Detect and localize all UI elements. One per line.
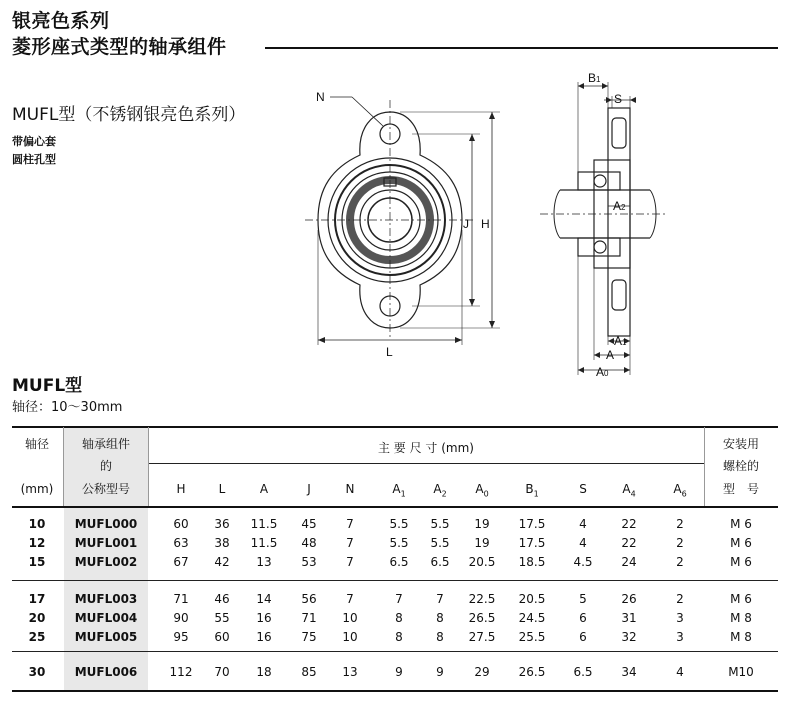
dimension-value: 9 xyxy=(436,665,444,679)
dimension-value: 25.5 xyxy=(518,630,546,644)
part-number: MUFL005 xyxy=(74,630,138,644)
label-A0: A xyxy=(596,365,605,379)
dimension-value: 112 xyxy=(169,665,193,679)
side-view xyxy=(540,82,665,375)
column-header-main: A xyxy=(433,482,442,496)
dimension-value: 22.5 xyxy=(468,592,496,606)
column-header-main: S xyxy=(579,482,587,496)
dimension-value: 70 xyxy=(214,665,230,679)
label-A0-sub: 0 xyxy=(604,369,609,378)
dimension-value: 71 xyxy=(301,611,317,625)
dimension-value: 16 xyxy=(256,611,272,625)
dimension-value: 6.5 xyxy=(389,555,409,569)
column-header xyxy=(286,481,332,497)
dimension-value: 4 xyxy=(676,665,684,679)
dimension-value: 42 xyxy=(214,555,230,569)
label-S: S xyxy=(614,92,623,106)
dimension-value: 11.5 xyxy=(250,536,278,550)
label-L: L xyxy=(386,345,393,359)
dimension-value: 7 xyxy=(395,592,403,606)
dimension-value: 17.5 xyxy=(518,517,546,531)
label-N: N xyxy=(316,90,325,104)
dimension-value: 7 xyxy=(346,517,354,531)
dimension-value: 24.5 xyxy=(518,611,546,625)
dimension-value: 5.5 xyxy=(430,517,450,531)
part-number: MUFL000 xyxy=(74,517,138,531)
dimension-value: 5 xyxy=(579,592,587,606)
dimension-value: 18.5 xyxy=(518,555,546,569)
dimension-value: 8 xyxy=(436,611,444,625)
column-header xyxy=(158,481,204,497)
group-rule-1 xyxy=(12,580,778,581)
model-title: MUFL型（不锈钢银亮色系列） xyxy=(12,105,246,125)
table-top-rule xyxy=(12,426,778,428)
bolt-size: M10 xyxy=(728,665,754,679)
table-bottom-rule xyxy=(12,690,778,692)
group-rule-2 xyxy=(12,651,778,652)
column-header-main: A xyxy=(622,482,631,496)
front-view xyxy=(305,97,500,345)
dimension-value: 19 xyxy=(474,517,490,531)
dimension-value: 20.5 xyxy=(518,592,546,606)
label-A2-sub: 2 xyxy=(621,203,626,212)
column-header-sub: 6 xyxy=(681,489,687,499)
dimension-value: 4 xyxy=(579,536,587,550)
bolt-size: M 8 xyxy=(730,630,752,644)
dimension-value: 29 xyxy=(474,665,490,679)
dimension-value: 85 xyxy=(301,665,317,679)
column-header xyxy=(417,481,463,502)
dimension-value: 9 xyxy=(395,665,403,679)
dimension-value: 95 xyxy=(173,630,189,644)
dimension-value: 24 xyxy=(621,555,637,569)
dimension-value: 55 xyxy=(214,611,230,625)
dimension-value: 32 xyxy=(621,630,637,644)
column-header xyxy=(376,481,422,502)
label-B1: B xyxy=(588,71,597,85)
dimension-value: 11.5 xyxy=(250,517,278,531)
shaft-diameter: 20 xyxy=(28,611,46,625)
column-header-main: A xyxy=(392,482,401,496)
dimension-value: 10 xyxy=(342,611,358,625)
dimension-value: 10 xyxy=(342,630,358,644)
heading-series: 银亮色系列 xyxy=(12,10,110,32)
column-header-sub: 2 xyxy=(441,489,447,499)
dimension-value: 34 xyxy=(621,665,637,679)
part-number: MUFL006 xyxy=(74,665,138,679)
column-header-sub: 0 xyxy=(483,489,489,499)
dimension-value: 20.5 xyxy=(468,555,496,569)
part-number: MUFL001 xyxy=(74,536,138,550)
shaft-diameter: 30 xyxy=(28,665,46,679)
dimension-value: 45 xyxy=(301,517,317,531)
dimension-value: 8 xyxy=(395,611,403,625)
dimension-value: 8 xyxy=(436,630,444,644)
dimension-value: 26.5 xyxy=(518,665,546,679)
shaft-diameter: 10 xyxy=(28,517,46,531)
column-header xyxy=(657,481,703,502)
ball-lower xyxy=(594,241,606,253)
dimension-value: 6 xyxy=(579,630,587,644)
dimension-value: 18 xyxy=(256,665,272,679)
header-diameter: 轴径 xyxy=(24,437,49,451)
column-header-main: A xyxy=(673,482,682,496)
column-header-sub: 4 xyxy=(630,489,636,499)
svg-text:A0 xyxy=(596,365,609,379)
dimension-value: 8 xyxy=(395,630,403,644)
dimension-value: 3 xyxy=(676,630,684,644)
dimension-value: 6 xyxy=(579,611,587,625)
header-bolt-3: 型 号 xyxy=(722,482,759,496)
dimension-value: 75 xyxy=(301,630,317,644)
feature-eccentric-collar: 带偏心套 xyxy=(12,135,56,148)
column-header-sub: 1 xyxy=(533,489,539,499)
dimension-value: 4 xyxy=(579,517,587,531)
shaft-diameter: 15 xyxy=(28,555,46,569)
label-B1-sub: 1 xyxy=(596,75,601,84)
bolt-size: M 6 xyxy=(730,517,752,531)
dimension-value: 71 xyxy=(173,592,189,606)
ball-upper xyxy=(594,175,606,187)
header-dimensions: 主 要 尺 寸 (mm) xyxy=(377,441,474,455)
dimension-value: 67 xyxy=(173,555,189,569)
flange-boss-bottom xyxy=(612,280,626,310)
column-header xyxy=(459,481,505,502)
header-partno-3: 公称型号 xyxy=(81,482,130,496)
dimension-value: 14 xyxy=(256,592,272,606)
dimension-value: 3 xyxy=(676,611,684,625)
dimension-value: 46 xyxy=(214,592,230,606)
dimension-value: 22 xyxy=(621,536,637,550)
dimension-value: 19 xyxy=(474,536,490,550)
bolt-size: M 6 xyxy=(730,536,752,550)
header-diameter-unit: (mm) xyxy=(20,482,54,496)
dimension-value: 7 xyxy=(346,536,354,550)
dimension-value: 60 xyxy=(214,630,230,644)
dimension-value: 4.5 xyxy=(573,555,593,569)
dimension-value: 53 xyxy=(301,555,317,569)
dimension-value: 5.5 xyxy=(389,536,409,550)
dimension-value: 31 xyxy=(621,611,637,625)
header-bottom-rule xyxy=(12,506,778,508)
part-number: MUFL003 xyxy=(74,592,138,606)
flange-boss-top xyxy=(612,118,626,148)
dimension-value: 2 xyxy=(676,592,684,606)
bolt-size: M 8 xyxy=(730,611,752,625)
label-J: J xyxy=(463,217,469,231)
dimension-value: 5.5 xyxy=(389,517,409,531)
label-H: H xyxy=(481,217,490,231)
dimension-value: 26.5 xyxy=(468,611,496,625)
dimension-value: 2 xyxy=(676,555,684,569)
dimension-value: 16 xyxy=(256,630,272,644)
dimension-value: 5.5 xyxy=(430,536,450,550)
dimension-value: 63 xyxy=(173,536,189,550)
bolt-size: M 6 xyxy=(730,592,752,606)
label-A1-sub: 1 xyxy=(622,338,627,347)
header-partno-2: 的 xyxy=(99,459,112,473)
column-header-main: A xyxy=(475,482,484,496)
section-title: MUFL型 xyxy=(12,376,83,396)
shaft-diameter: 12 xyxy=(28,536,46,550)
dimension-value: 13 xyxy=(342,665,358,679)
label-A1: A xyxy=(614,334,623,348)
part-number: MUFL004 xyxy=(74,611,138,625)
dimension-value: 36 xyxy=(214,517,230,531)
section-subtitle: 轴径：10～30mm xyxy=(12,400,123,415)
dimension-value: 26 xyxy=(621,592,637,606)
heading-type: 菱形座式类型的轴承组件 xyxy=(12,36,227,58)
header-bolt-2: 螺栓的 xyxy=(722,459,759,473)
dimension-value: 27.5 xyxy=(468,630,496,644)
dimension-value: 38 xyxy=(214,536,230,550)
column-header xyxy=(241,481,287,497)
svg-text:A2 xyxy=(613,199,626,213)
dimension-value: 2 xyxy=(676,536,684,550)
dimension-value: 17.5 xyxy=(518,536,546,550)
column-header xyxy=(560,481,606,497)
part-number: MUFL002 xyxy=(74,555,138,569)
dimension-value: 6.5 xyxy=(430,555,450,569)
label-A2: A xyxy=(613,199,622,213)
header-partno-1: 轴承组件 xyxy=(81,437,130,451)
dimension-value: 56 xyxy=(301,592,317,606)
dimension-value: 7 xyxy=(346,555,354,569)
column-header-main: H xyxy=(176,482,186,496)
flange-plate xyxy=(608,108,630,336)
dimension-value: 60 xyxy=(173,517,189,531)
dimension-value: 13 xyxy=(256,555,272,569)
dimension-value: 48 xyxy=(301,536,317,550)
column-header-main: A xyxy=(259,482,269,496)
column-header xyxy=(509,481,555,502)
svg-text:B1 xyxy=(588,71,601,85)
shaft-diameter: 25 xyxy=(28,630,46,644)
column-header xyxy=(327,481,373,497)
shaft-diameter: 17 xyxy=(28,592,46,606)
dimension-value: 7 xyxy=(436,592,444,606)
dimension-value: 22 xyxy=(621,517,637,531)
column-header-main: N xyxy=(345,482,355,496)
dimension-value: 2 xyxy=(676,517,684,531)
column-header-main: B xyxy=(525,482,534,496)
dimension-value: 6.5 xyxy=(573,665,593,679)
column-header-main: J xyxy=(307,482,311,496)
dimension-value: 90 xyxy=(173,611,189,625)
dimension-value: 7 xyxy=(346,592,354,606)
column-header-main: L xyxy=(218,482,226,496)
feature-cylindrical-bore: 圆柱孔型 xyxy=(12,153,56,166)
bolt-size: M 6 xyxy=(730,555,752,569)
dims-divider xyxy=(148,463,704,464)
column-header xyxy=(199,481,245,497)
header-bolt-1: 安装用 xyxy=(722,437,759,451)
column-header-sub: 1 xyxy=(400,489,406,499)
column-header xyxy=(606,481,652,502)
label-A: A xyxy=(606,348,615,362)
